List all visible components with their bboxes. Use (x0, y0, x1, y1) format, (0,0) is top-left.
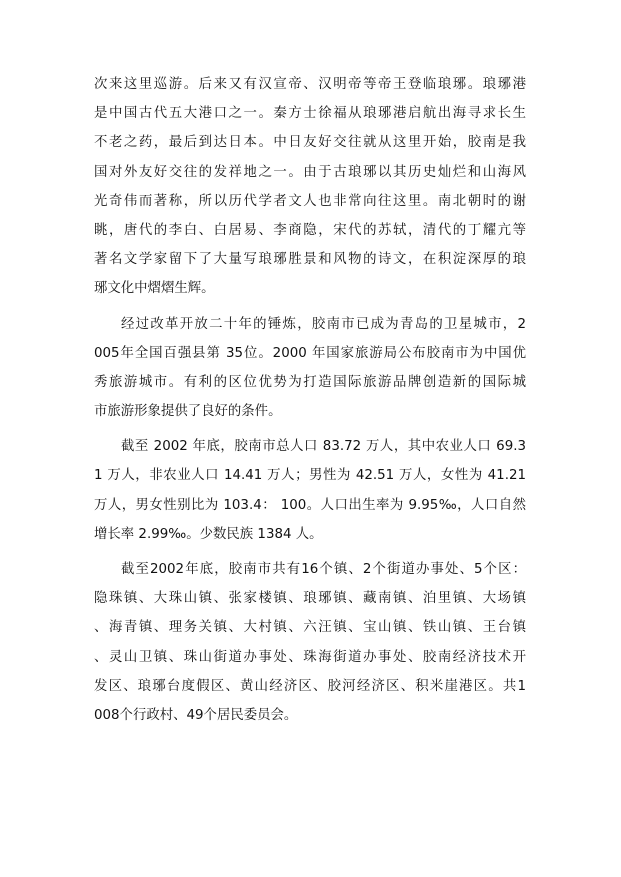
text-line: 008个行政村、49个居民委员会。 (94, 707, 298, 723)
paragraph-population (94, 432, 526, 549)
text-line: 眺，唐代的李白、白居易、李商隐，宋代的苏轼，清代的丁耀亢等 (94, 222, 526, 238)
text-line: 经过改革开放二十年的锤炼，胶南市已成为青岛的卫星城市，2 (121, 316, 526, 332)
text-line: 005年全国百强县第 35位。2000 年国家旅游局公布胶南市为中国优 (94, 345, 526, 361)
text-line: 市旅游形象提供了良好的条件。 (94, 404, 282, 420)
text-line: 是中国古代五大港口之一。秦方士徐福从琅琊港启航出海寻求长生 (94, 106, 526, 122)
text-line: 隐珠镇、大珠山镇、张家楼镇、琅琊镇、藏南镇、泊里镇、大场镇 (94, 591, 526, 607)
paragraph-reform (94, 310, 526, 427)
paragraph-administration (94, 555, 526, 730)
text-line: 发区、琅琊台度假区、黄山经济区、胶河经济区、积米崖港区。共1 (94, 678, 526, 694)
body-text (94, 70, 526, 730)
paragraph-history (94, 70, 526, 304)
text-line: 、海青镇、理务关镇、大村镇、六汪镇、宝山镇、铁山镇、王台镇 (94, 620, 526, 636)
text-line: 琊文化中熠熠生辉。 (94, 281, 215, 297)
text-line: 万人，男女性别比为 103.4： 100。人口出生率为 9.95‰，人口自然 (94, 497, 526, 513)
text-line: 国对外友好交往的发祥地之一。由于古琅琊以其历史灿烂和山海风 (94, 164, 526, 180)
text-line: 增长率 2.99‰。少数民族 1384 人。 (94, 526, 323, 542)
text-line: 1 万人，非农业人口 14.41 万人；男性为 42.51 万人，女性为 41.21 (94, 468, 526, 484)
text-line: 截至 2002 年底，胶南市总人口 83.72 万人，其中农业人口 69.3 (121, 439, 526, 455)
text-line: 秀旅游城市。有利的区位优势为打造国际旅游品牌创造新的国际城 (94, 374, 526, 390)
text-line: 、灵山卫镇、珠山街道办事处、珠海街道办事处、胶南经济技术开 (94, 649, 526, 665)
text-line: 截至2002年底，胶南市共有16个镇、2个街道办事处、5个区： (121, 562, 526, 577)
text-line: 不老之药，最后到达日本。中日友好交往就从这里开始，胶南是我 (94, 135, 526, 151)
text-line: 次来这里巡游。后来又有汉宣帝、汉明帝等帝王登临琅琊。琅琊港 (94, 77, 526, 92)
text-line: 著名文学家留下了大量写琅琊胜景和风物的诗文，在积淀深厚的琅 (94, 252, 526, 268)
text-line: 光奇伟而著称，所以历代学者文人也非常向往这里。南北朝时的谢 (94, 193, 526, 209)
